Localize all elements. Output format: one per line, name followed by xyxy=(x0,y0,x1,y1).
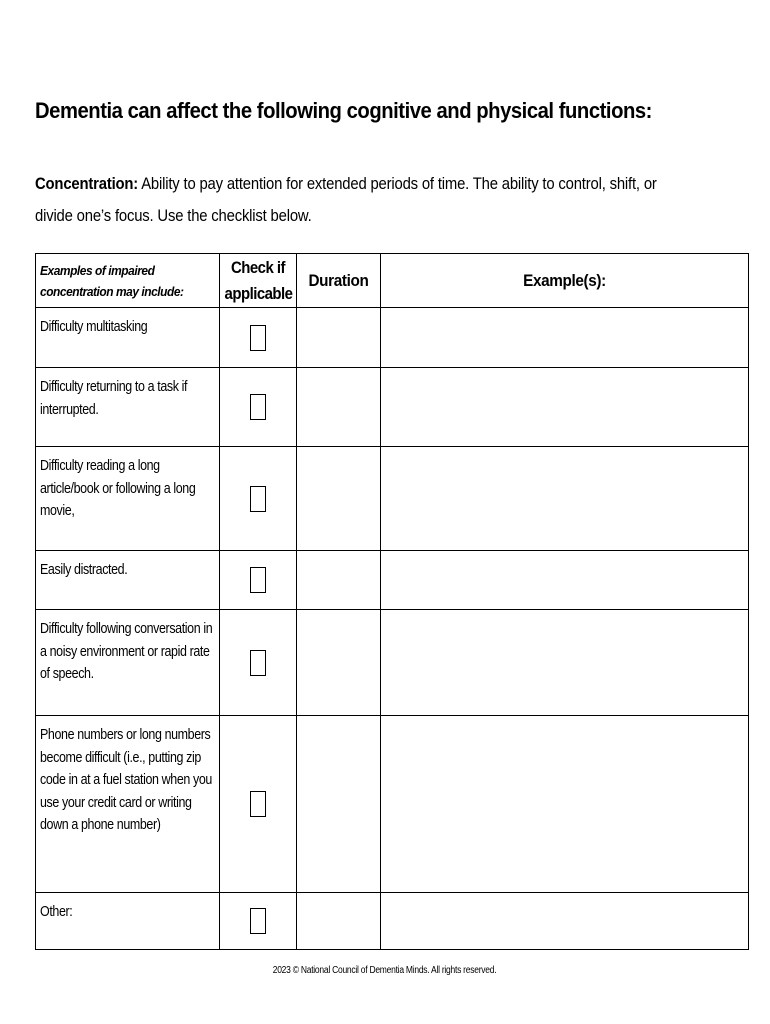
duration-field[interactable] xyxy=(297,893,381,950)
row-description-line: code in at a fuel station when you xyxy=(40,772,212,788)
examples-field[interactable] xyxy=(381,368,749,447)
row-description xyxy=(36,610,220,716)
applicable-checkbox[interactable] xyxy=(250,394,266,420)
applicable-checkbox[interactable] xyxy=(250,567,266,593)
check-cell xyxy=(220,308,297,368)
header-desc-line-1: Examples of impaired xyxy=(40,263,155,278)
row-description-line: Difficulty returning to a task if xyxy=(40,379,188,395)
duration-field[interactable] xyxy=(297,610,381,716)
header-check-line-1: Check if xyxy=(231,257,285,277)
intro-text: Ability to pay attention for extended periods of time. The ability to control, shift, or divide one’s focus. Use the checklist below. xyxy=(35,175,657,225)
check-cell xyxy=(220,368,297,447)
applicable-checkbox[interactable] xyxy=(250,650,266,676)
duration-field[interactable] xyxy=(297,447,381,551)
row-description xyxy=(36,551,220,610)
row-description-line: Phone numbers or long numbers xyxy=(40,727,211,743)
duration-field[interactable] xyxy=(297,308,381,368)
intro-term: Concentration: xyxy=(35,175,139,193)
check-cell xyxy=(220,551,297,610)
row-description-line: movie, xyxy=(40,503,75,519)
row-description-line: article/book or following a long xyxy=(40,480,196,497)
row-description xyxy=(36,893,220,950)
row-description-line: a noisy environment or rapid rate xyxy=(40,643,210,660)
page-title: Dementia can affect the following cognitive and physical functions: xyxy=(35,98,652,123)
duration-field[interactable] xyxy=(297,368,381,447)
examples-field[interactable] xyxy=(381,447,749,551)
header-examples: Example(s): xyxy=(381,254,749,308)
header-check-if-applicable xyxy=(220,254,297,308)
row-description-line: of speech. xyxy=(40,666,94,682)
intro-paragraph xyxy=(35,168,692,232)
row-description-line: down a phone number) xyxy=(40,817,161,833)
examples-field[interactable] xyxy=(381,551,749,610)
table-row xyxy=(36,716,749,893)
row-description-line: interrupted. xyxy=(40,401,99,418)
check-cell xyxy=(220,893,297,950)
check-cell xyxy=(220,716,297,893)
row-description-line: become difficult (i.e., putting zip xyxy=(40,749,201,766)
row-description-line: Easily distracted. xyxy=(40,562,128,578)
applicable-checkbox[interactable] xyxy=(250,486,266,512)
examples-field[interactable] xyxy=(381,893,749,950)
duration-field[interactable] xyxy=(297,716,381,893)
row-description-line: Difficulty following conversation in xyxy=(40,621,213,637)
check-cell xyxy=(220,447,297,551)
row-description xyxy=(36,308,220,368)
applicable-checkbox[interactable] xyxy=(250,908,266,934)
applicable-checkbox[interactable] xyxy=(250,325,266,351)
row-description xyxy=(36,447,220,551)
header-examples-of-impaired xyxy=(36,254,220,308)
duration-field[interactable] xyxy=(297,551,381,610)
header-duration: Duration xyxy=(297,254,381,308)
row-description xyxy=(36,716,220,893)
table-row xyxy=(36,368,749,447)
copyright-footer: 2023 © National Council of Dementia Minds. All rights reserved. xyxy=(273,965,497,976)
table-row xyxy=(36,551,749,610)
table-header-row xyxy=(36,254,749,308)
row-description-line: Difficulty reading a long xyxy=(40,458,160,474)
row-description-line: Other: xyxy=(40,904,73,920)
table-row xyxy=(36,308,749,368)
concentration-checklist-table xyxy=(35,253,749,950)
row-description-line: Difficulty multitasking xyxy=(40,319,148,335)
row-description-line: use your credit card or writing xyxy=(40,794,192,811)
check-cell xyxy=(220,610,297,716)
examples-field[interactable] xyxy=(381,716,749,893)
header-check-line-2: applicable xyxy=(224,283,293,303)
applicable-checkbox[interactable] xyxy=(250,791,266,817)
table-row xyxy=(36,893,749,950)
table-row xyxy=(36,610,749,716)
examples-field[interactable] xyxy=(381,610,749,716)
row-description xyxy=(36,368,220,447)
examples-field[interactable] xyxy=(381,308,749,368)
header-desc-line-2: concentration may include: xyxy=(40,284,184,299)
table-row xyxy=(36,447,749,551)
